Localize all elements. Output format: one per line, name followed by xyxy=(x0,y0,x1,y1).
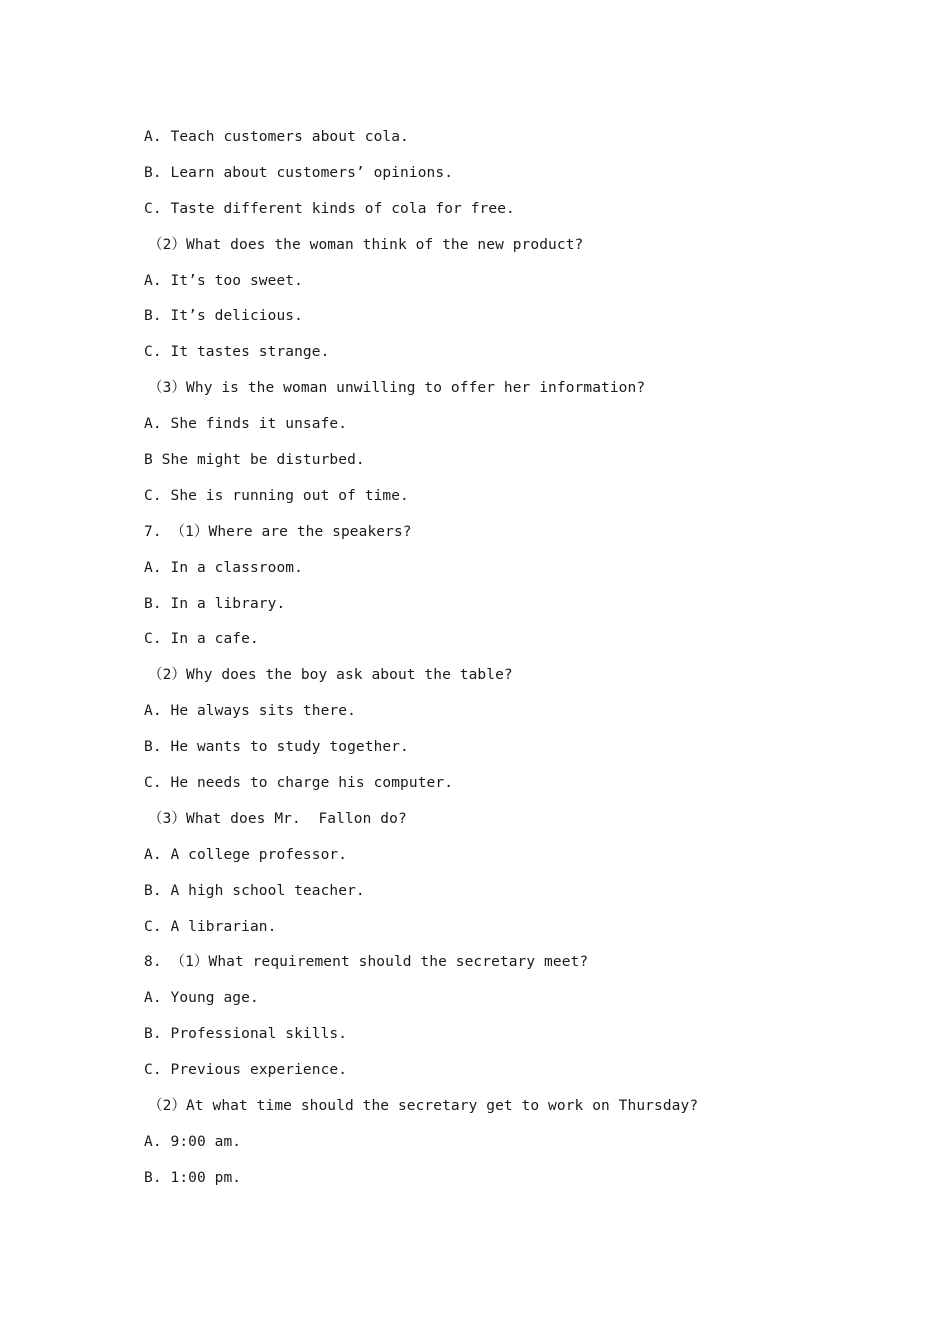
answer-option: B She might be disturbed. xyxy=(144,452,365,469)
answer-option: A. Teach customers about cola. xyxy=(144,129,409,145)
answer-option: B. It’s delicious. xyxy=(144,308,303,325)
answer-option: B. A high school teacher. xyxy=(144,882,365,899)
answer-option: A. It’s too sweet. xyxy=(144,272,303,289)
answer-option: B. 1:00 pm. xyxy=(144,1169,242,1186)
question-list xyxy=(144,126,844,1203)
question-number-text: 7. （1）Where are the speakers? xyxy=(144,523,412,540)
sub-question-text: （3）What does Mr. Fallon do? xyxy=(148,810,407,827)
answer-option: C. In a cafe. xyxy=(144,631,259,648)
sub-question-text: （2）At what time should the secretary get to work on Thursday? xyxy=(148,1098,699,1115)
answer-option: A. He always sits there. xyxy=(144,703,356,720)
answer-option: B. He wants to study together. xyxy=(144,739,409,756)
answer-option: C. She is running out of time. xyxy=(144,487,409,504)
answer-option: C. Taste different kinds of cola for free. xyxy=(144,200,515,217)
answer-option: B. Professional skills. xyxy=(144,1026,348,1043)
answer-option: C. Previous experience. xyxy=(144,1062,348,1079)
answer-option: C. It tastes strange. xyxy=(144,344,330,361)
answer-option: C. A librarian. xyxy=(144,918,277,935)
answer-option: B. Learn about customers’ opinions. xyxy=(144,164,454,181)
answer-option: B. In a library. xyxy=(144,595,286,612)
sub-question-text: （3）Why is the woman unwilling to offer her information? xyxy=(148,380,646,397)
answer-option: A. Young age. xyxy=(144,990,259,1007)
answer-option: C. He needs to charge his computer. xyxy=(144,775,454,792)
sub-question-text: （2）What does the woman think of the new product? xyxy=(148,236,584,253)
answer-option: A. In a classroom. xyxy=(144,559,303,576)
sub-question-text: （2）Why does the boy ask about the table? xyxy=(148,667,513,684)
answer-option: A. 9:00 am. xyxy=(144,1133,242,1150)
question-number-text: 8. （1）What requirement should the secretary meet? xyxy=(144,954,589,971)
answer-option: A. She finds it unsafe. xyxy=(144,416,348,433)
answer-option: A. A college professor. xyxy=(144,846,348,863)
